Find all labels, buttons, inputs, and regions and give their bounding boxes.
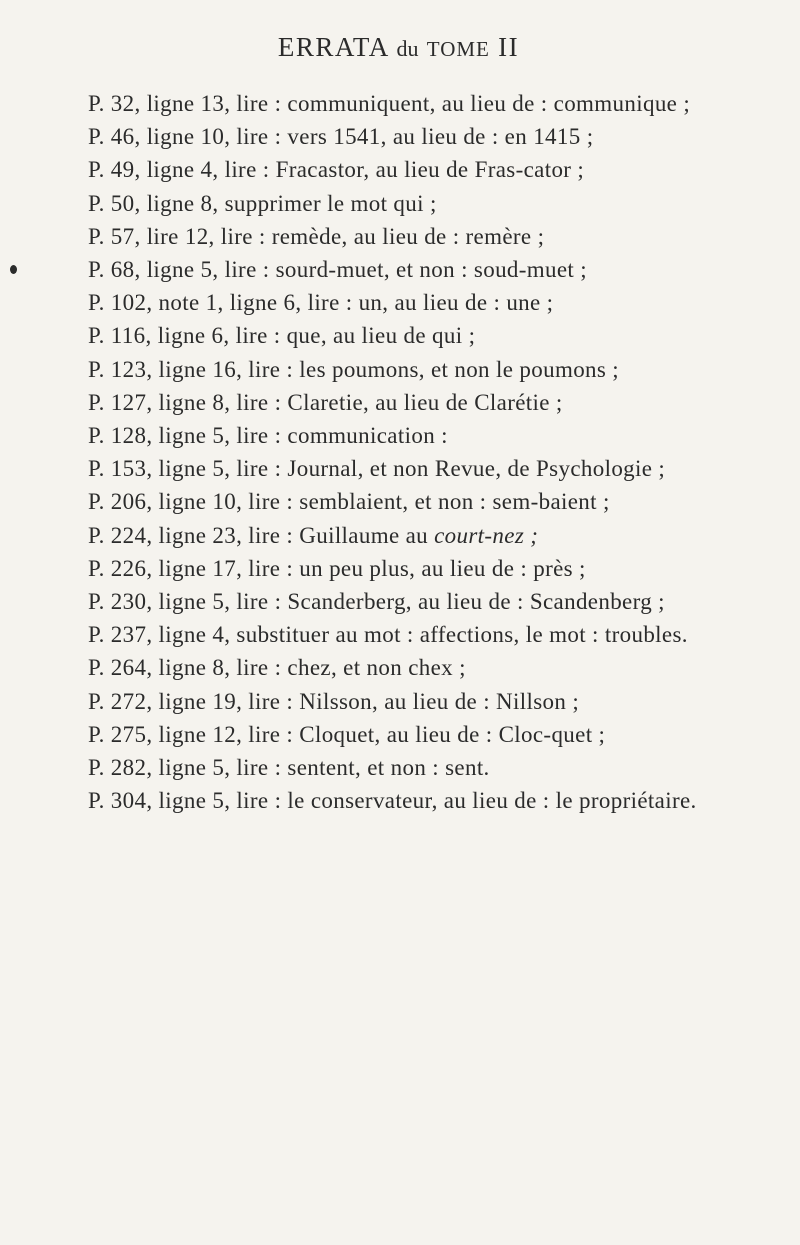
errata-entry: P. 226, ligne 17, lire : un peu plus, au lieu de : près ; bbox=[88, 555, 586, 581]
errata-entry: P. 123, ligne 16, lire : les poumons, et non le poumons ; bbox=[88, 356, 620, 382]
errata-page bbox=[58, 30, 739, 817]
errata-entry: P. 272, ligne 19, lire : Nilsson, au lieu de : Nillson ; bbox=[88, 688, 580, 714]
errata-list bbox=[58, 87, 739, 817]
errata-entry: P. 153, ligne 5, lire : Journal, et non Revue, de Psychologie ; bbox=[88, 456, 666, 482]
errata-entry-text: P. 68, ligne 5, lire : sourd-muet, et non : soud-muet ; bbox=[88, 257, 588, 283]
errata-entry: P. 57, lire 12, lire : remède, au lieu de : remère ; bbox=[88, 223, 545, 249]
errata-entry: P. 206, ligne 10, lire : semblaient, et non : sem-baient ; bbox=[88, 489, 610, 515]
errata-entry-prefix: P. 224, ligne 23, lire : Guillaume au bbox=[88, 522, 435, 548]
errata-entry: P. 50, ligne 8, supprimer le mot qui ; bbox=[88, 190, 437, 216]
errata-entry: P. 49, ligne 4, lire : Fracastor, au lieu de Fras-cator ; bbox=[88, 157, 585, 183]
page-title bbox=[58, 30, 739, 66]
errata-entry bbox=[58, 519, 739, 552]
errata-entry: P. 282, ligne 5, lire : sentent, et non : sent. bbox=[88, 755, 490, 781]
errata-entry: P. 46, ligne 10, lire : vers 1541, au lieu de : en 1415 ; bbox=[88, 124, 594, 150]
margin-dot-mark bbox=[10, 265, 17, 274]
title-numeral: II bbox=[498, 32, 520, 62]
title-main: ERRATA bbox=[277, 32, 389, 62]
errata-entry: P. 304, ligne 5, lire : le conservateur, au lieu de : le propriétaire. bbox=[88, 788, 697, 814]
errata-entry: P. 102, note 1, ligne 6, lire : un, au lieu de : une ; bbox=[88, 290, 554, 316]
title-tome: TOME bbox=[426, 37, 490, 61]
errata-entry: P. 127, ligne 8, lire : Claretie, au lieu de Clarétie ; bbox=[88, 389, 563, 415]
errata-entry bbox=[58, 253, 739, 286]
errata-entry: P. 230, ligne 5, lire : Scanderberg, au lieu de : Scandenberg ; bbox=[88, 589, 665, 615]
errata-entry: P. 128, ligne 5, lire : communication : bbox=[88, 423, 448, 449]
title-du: du bbox=[396, 36, 419, 61]
errata-entry: P. 237, ligne 4, substituer au mot : affections, le mot : troubles. bbox=[88, 622, 688, 648]
errata-entry: P. 116, ligne 6, lire : que, au lieu de qui ; bbox=[88, 323, 476, 349]
errata-entry-italic: court-nez ; bbox=[434, 522, 539, 548]
errata-entry: P. 32, ligne 13, lire : communiquent, au lieu de : communique ; bbox=[88, 91, 691, 116]
errata-entry: P. 275, ligne 12, lire : Cloquet, au lieu de : Cloc-quet ; bbox=[88, 721, 606, 747]
errata-entry: P. 264, ligne 8, lire : chez, et non chex ; bbox=[88, 655, 466, 681]
